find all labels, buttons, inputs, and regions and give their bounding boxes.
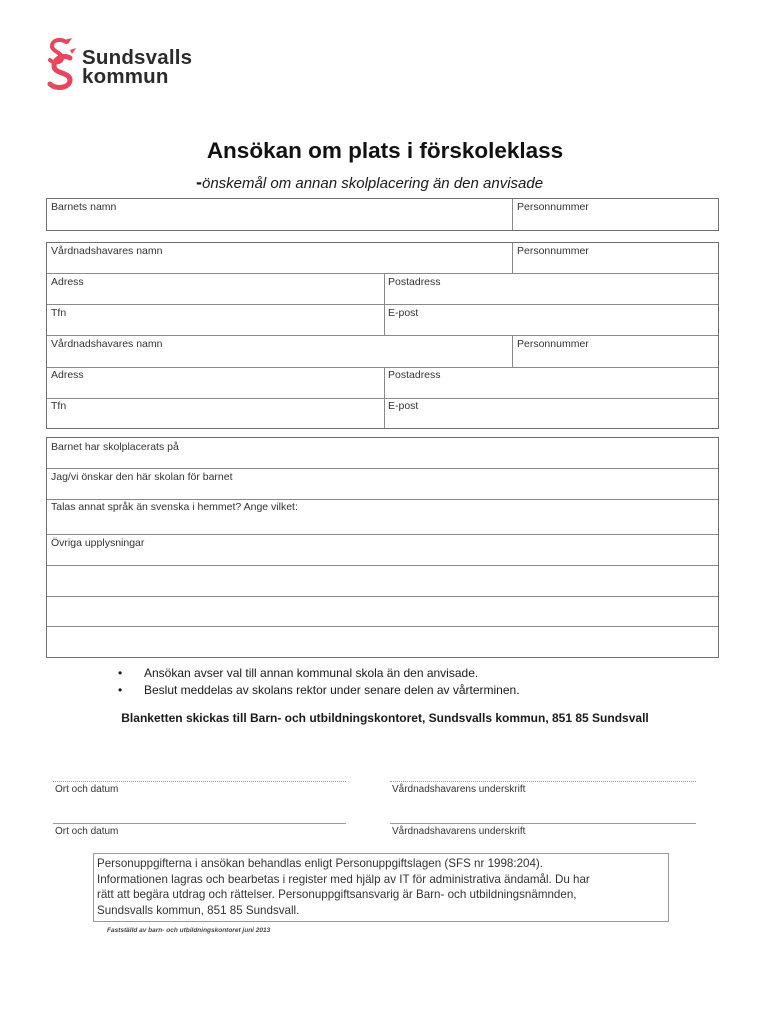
- wish-school-field[interactable]: Jag/vi önskar den här skolan för barnet: [51, 471, 233, 483]
- bullet-text: Ansökan avser val till annan kommunal skola än den anvisade.: [144, 666, 479, 680]
- guardian2-name-field[interactable]: Vårdnadshavares namn: [51, 338, 163, 350]
- bullet-icon: •: [118, 683, 123, 697]
- language-field[interactable]: Talas annat språk än svenska i hemmet? Ange vilket:: [51, 501, 298, 513]
- place-date-line-1[interactable]: [53, 781, 346, 782]
- guardian2-postal-field[interactable]: Postadress: [388, 369, 441, 381]
- privacy-line-2: Informationen lagras och bearbetas i register med hjälp av IT för administrativa ändamål. Du har: [97, 872, 590, 886]
- list-item: [118, 665, 520, 682]
- page-subtitle: [196, 172, 543, 193]
- guardian1-email-field[interactable]: E-post: [388, 307, 419, 319]
- place-date-label-1: Ort och datum: [55, 784, 119, 795]
- subtitle-dash: -: [196, 172, 202, 192]
- guardian-signature-label-2: Vårdnadshavarens underskrift: [392, 826, 526, 837]
- logo-wordmark: [82, 48, 192, 86]
- bullet-icon: •: [118, 666, 123, 680]
- guardian2-email-field[interactable]: E-post: [388, 400, 419, 412]
- guardian1-phone-field[interactable]: Tfn: [51, 307, 67, 319]
- place-date-label-2: Ort och datum: [55, 826, 119, 837]
- guardian-signature-label-1: Vårdnadshavarens underskrift: [392, 784, 526, 795]
- privacy-line-1: Personuppgifterna i ansökan behandlas enligt Personuppgiftslagen (SFS nr 1998:204).: [97, 857, 544, 870]
- guardian2-personnummer-field[interactable]: Personnummer: [517, 338, 589, 350]
- info-bullets: [118, 665, 520, 699]
- logo-line-2: kommun: [82, 65, 169, 88]
- place-date-line-2[interactable]: [53, 823, 346, 824]
- logo: [44, 36, 214, 96]
- child-name-field[interactable]: Barnets namn: [51, 201, 117, 213]
- guardian2-address-field[interactable]: Adress: [51, 369, 84, 381]
- child-section: [46, 198, 719, 231]
- guardian1-postal-field[interactable]: Postadress: [388, 276, 441, 288]
- guardians-section: [46, 242, 719, 429]
- placed-at-field[interactable]: Barnet har skolplacerats på: [51, 441, 179, 453]
- privacy-line-3: rätt att begära utdrag och rättelser. Personuppgiftsansvarig är Barn- och utbildningsnämnden,: [97, 888, 577, 901]
- child-personnummer-field[interactable]: Personnummer: [517, 201, 589, 213]
- page-title: Ansökan om plats i förskoleklass: [206, 138, 564, 163]
- school-section: [46, 437, 719, 658]
- list-item: [118, 682, 520, 699]
- guardian-signature-line-2[interactable]: [390, 823, 696, 824]
- other-info-field[interactable]: Övriga upplysningar: [51, 537, 145, 549]
- logo-line-1: Sundsvalls: [82, 46, 193, 69]
- subtitle-text: önskemål om annan skolplacering än den anvisade: [202, 175, 544, 192]
- guardian1-personnummer-field[interactable]: Personnummer: [517, 245, 589, 257]
- sundsvall-seahorse-logo-icon: [44, 36, 80, 96]
- guardian1-address-field[interactable]: Adress: [51, 276, 84, 288]
- bullet-text: Beslut meddelas av skolans rektor under senare delen av vårterminen.: [144, 683, 520, 697]
- footer-note: Fastställd av barn- och utbildningskontoret juni 2013: [107, 927, 271, 934]
- send-to-address: Blanketten skickas till Barn- och utbildningskontoret, Sundsvalls kommun, 851 85 Sundsvall: [121, 711, 649, 725]
- guardian1-name-field[interactable]: Vårdnadshavares namn: [51, 245, 163, 257]
- privacy-line-4: Sundsvalls kommun, 851 85 Sundsvall.: [97, 903, 300, 917]
- guardian2-phone-field[interactable]: Tfn: [51, 400, 67, 412]
- privacy-notice: [93, 853, 669, 922]
- guardian-signature-line-1[interactable]: [390, 781, 696, 782]
